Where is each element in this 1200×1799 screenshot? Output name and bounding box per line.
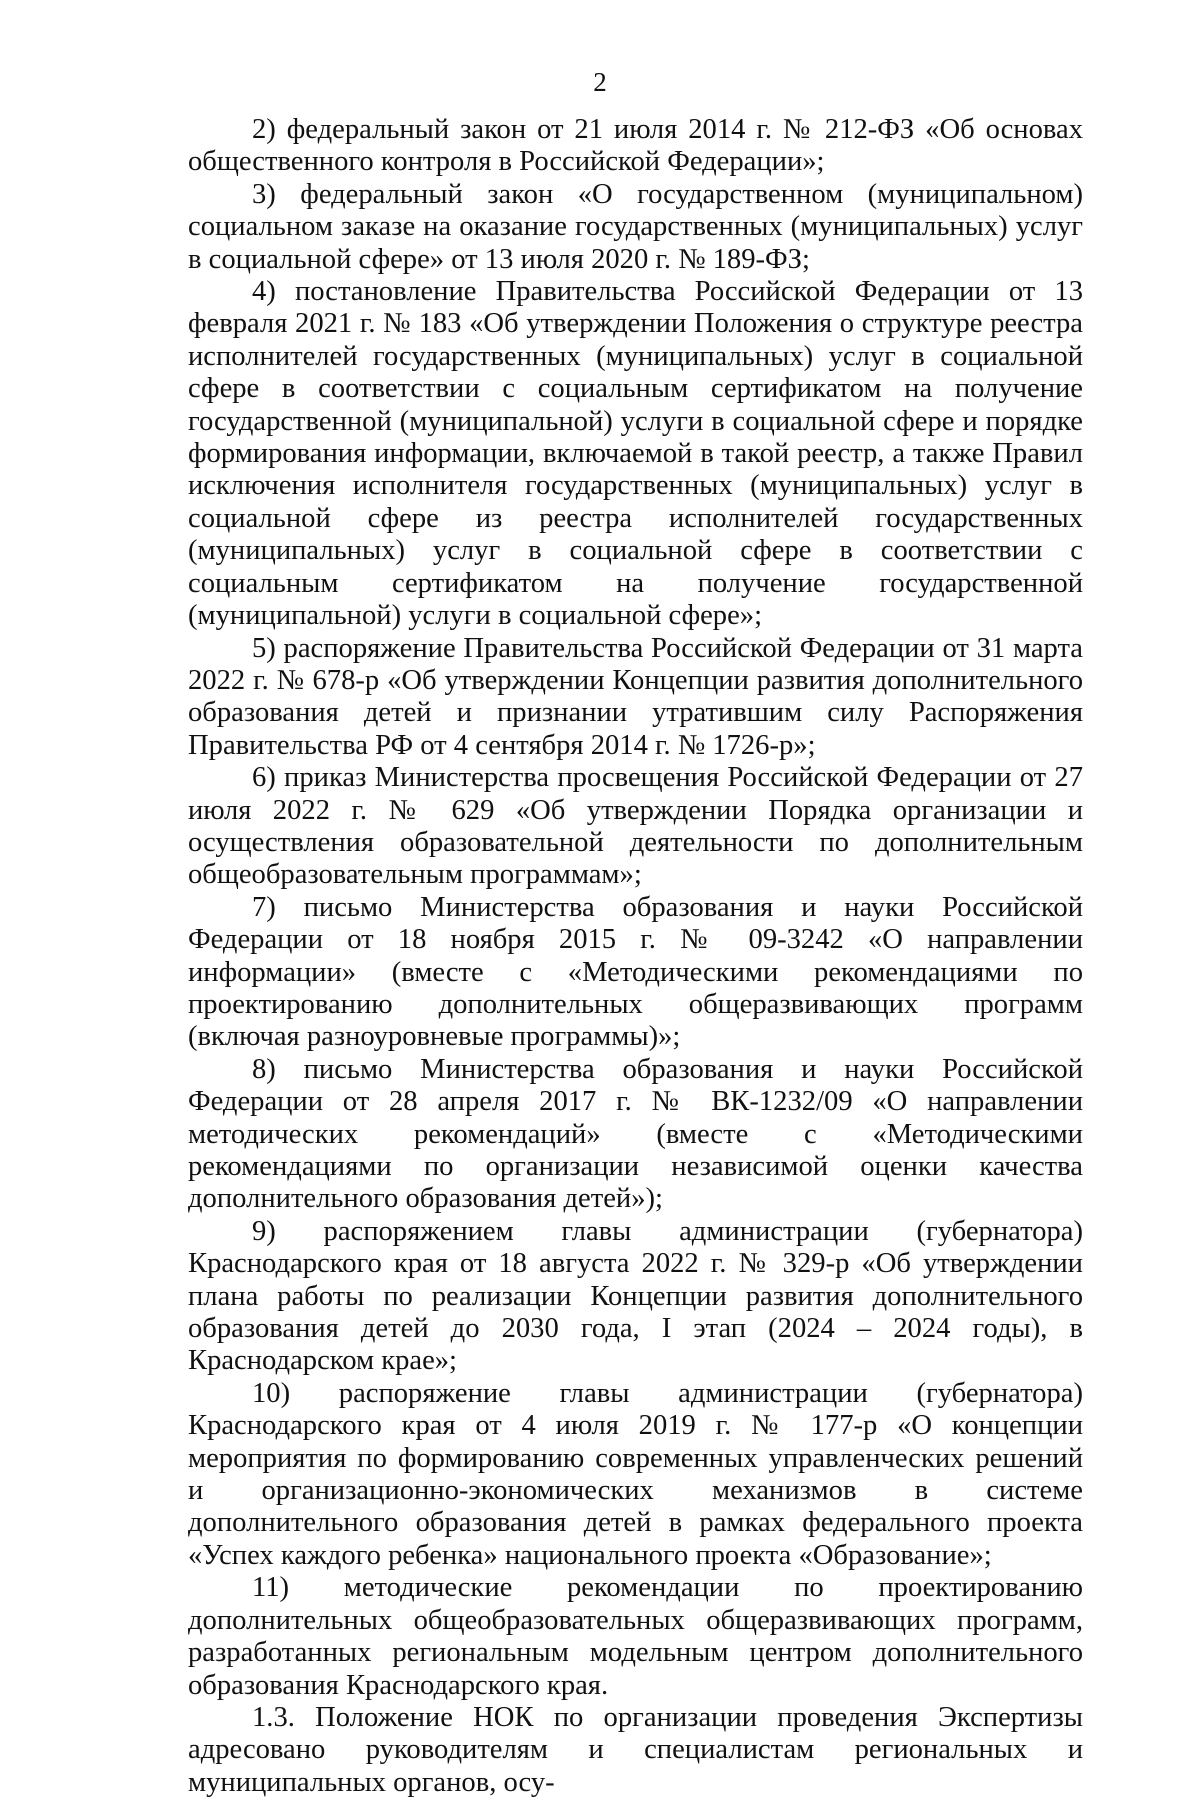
- paragraph-item-9: 9) распоряжением главы администрации (губернатора) Краснодарского края от 18 августа 2022 г. № 329-р «Об утверждении плана работы по реализации Концепции развития дополнительного образования детей до 2030 года, I этап (2024 – 2024 годы), в Краснодарском крае»;: [188, 1215, 1083, 1377]
- paragraph-item-8: 8) письмо Министерства образования и науки Российской Федерации от 28 апреля 2017 г. № ВК-1232/09 «О направлении методических рекомендаций» (вместе с «Методическими рекомендациями по организации независимой оценки качества дополнительного образования детей»);: [188, 1053, 1083, 1215]
- document-body: [188, 114, 1083, 1799]
- paragraph-item-11: 11) методические рекомендации по проектированию дополнительных общеобразовательных общеразвивающих программ, разработанных региональным модельным центром дополнительного образования Краснодарского края.: [188, 1572, 1083, 1701]
- paragraph-item-4: 4) постановление Правительства Российской Федерации от 13 февраля 2021 г. № 183 «Об утверждении Положения о структуре реестра исполнителей государственных (муниципальных) услуг в социальной сфере в соответствии с социальным сертификатом на получение государственной (муниципальной) услуги в социальной сфере и порядке формирования информации, включаемой в такой реестр, а также Правил исключения исполнителя государственных (муниципальных) услуг в социальной сфере из реестра исполнителей государственных (муниципальных) услуг в социальной сфере в соответствии с социальным сертификатом на получение государственной (муниципальной) услуги в социальной сфере»;: [188, 276, 1083, 632]
- page-number: 2: [593, 67, 607, 97]
- paragraph-item-2: 2) федеральный закон от 21 июля 2014 г. № 212-ФЗ «Об основах общественного контроля в Российской Федерации»;: [188, 114, 1083, 178]
- paragraph-item-5: 5) распоряжение Правительства Российской Федерации от 31 марта 2022 г. № 678-р «Об утверждении Концепции развития дополнительного образования детей и признании утратившим силу Распоряжения Правительства РФ от 4 сентября 2014 г. № 1726-р»;: [188, 632, 1083, 761]
- paragraph-section-1-3: 1.3. Положение НОК по организации проведения Экспертизы адресовано руководителям и специалистам региональных и муниципальных органов, осу-: [188, 1701, 1083, 1798]
- paragraph-item-10: 10) распоряжение главы администрации (губернатора) Краснодарского края от 4 июля 2019 г. № 177-р «О концепции мероприятия по формированию современных управленческих решений и организационно-экономических механизмов в системе дополнительного образования детей в рамках федерального проекта «Успех каждого ребенка» национального проекта «Образование»;: [188, 1377, 1083, 1571]
- paragraph-item-7: 7) письмо Министерства образования и науки Российской Федерации от 18 ноября 2015 г. № 09-3242 «О направлении информации» (вместе с «Методическими рекомендациями по проектированию дополнительных общеразвивающих программ (включая разноуровневые программы)»;: [188, 891, 1083, 1053]
- paragraph-item-6: 6) приказ Министерства просвещения Российской Федерации от 27 июля 2022 г. № 629 «Об утверждении Порядка организации и осуществления образовательной деятельности по дополнительным общеобразовательным программам»;: [188, 762, 1083, 891]
- paragraph-item-3: 3) федеральный закон «О государственном (муниципальном) социальном заказе на оказание государственных (муниципальных) услуг в социальной сфере» от 13 июля 2020 г. № 189-ФЗ;: [188, 178, 1083, 275]
